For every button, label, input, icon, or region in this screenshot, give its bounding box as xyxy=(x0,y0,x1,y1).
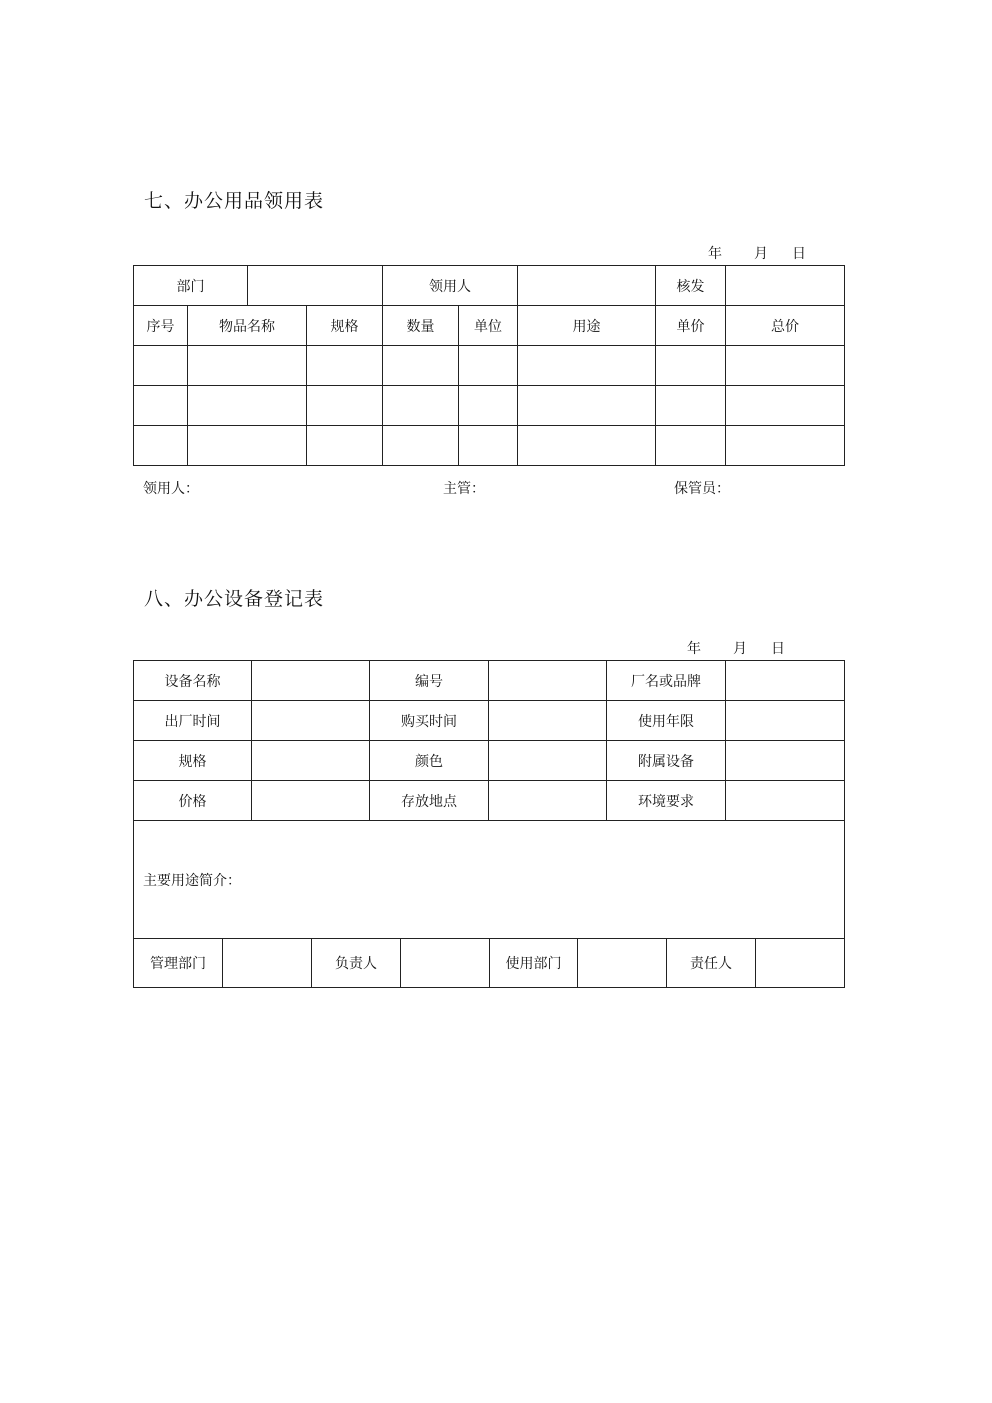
label-environment: 环境要求 xyxy=(607,781,726,821)
date-month: 月 xyxy=(733,641,747,657)
label-department: 部门 xyxy=(134,266,248,306)
cell[interactable] xyxy=(726,426,845,466)
cell[interactable] xyxy=(656,346,726,386)
accessories-field[interactable] xyxy=(726,741,845,781)
office-equipment-table xyxy=(133,660,845,988)
col-header-quantity: 数量 xyxy=(383,306,459,346)
cell[interactable] xyxy=(726,386,845,426)
service-life-field[interactable] xyxy=(726,701,845,741)
label-service-life: 使用年限 xyxy=(607,701,726,741)
color-field[interactable] xyxy=(489,741,607,781)
manufacture-date-field[interactable] xyxy=(252,701,370,741)
using-dept-field[interactable] xyxy=(578,939,667,987)
col-header-index: 序号 xyxy=(134,306,188,346)
col-header-purpose: 用途 xyxy=(518,306,656,346)
cell[interactable] xyxy=(459,346,518,386)
form2-title: 八、办公设备登记表 xyxy=(144,588,325,610)
col-header-item-name: 物品名称 xyxy=(188,306,307,346)
cell[interactable] xyxy=(307,346,383,386)
responsible-person-field[interactable] xyxy=(756,939,844,987)
cell[interactable] xyxy=(134,346,188,386)
cell[interactable] xyxy=(188,426,307,466)
usage-intro-label: 主要用途简介： xyxy=(143,872,241,889)
date-day: 日 xyxy=(792,246,806,262)
label-serial-number: 编号 xyxy=(370,661,489,701)
cell[interactable] xyxy=(656,386,726,426)
date-year: 年 xyxy=(708,246,722,262)
date-day: 日 xyxy=(771,641,785,657)
cell[interactable] xyxy=(459,426,518,466)
form1-title: 七、办公用品领用表 xyxy=(144,190,325,212)
cell[interactable] xyxy=(383,346,459,386)
manufacturer-field[interactable] xyxy=(726,661,845,701)
label-spec: 规格 xyxy=(134,741,252,781)
label-person-in-charge: 负责人 xyxy=(312,939,401,987)
label-recipient: 领用人 xyxy=(383,266,518,306)
equipment-name-field[interactable] xyxy=(252,661,370,701)
label-responsible-person: 责任人 xyxy=(667,939,756,987)
spec-field[interactable] xyxy=(252,741,370,781)
recipient-field[interactable] xyxy=(518,266,656,306)
label-manufacture-date: 出厂时间 xyxy=(134,701,252,741)
col-header-unit: 单位 xyxy=(459,306,518,346)
table-row xyxy=(134,346,845,386)
label-accessories: 附属设备 xyxy=(607,741,726,781)
cell[interactable] xyxy=(726,346,845,386)
cell[interactable] xyxy=(383,386,459,426)
label-using-dept: 使用部门 xyxy=(490,939,578,987)
col-header-spec: 规格 xyxy=(307,306,383,346)
cell[interactable] xyxy=(383,426,459,466)
date-year: 年 xyxy=(687,641,701,657)
cell[interactable] xyxy=(518,426,656,466)
table-row xyxy=(134,386,845,426)
storage-location-field[interactable] xyxy=(489,781,607,821)
signature-recipient: 领用人： xyxy=(143,481,199,497)
department-field[interactable] xyxy=(248,266,383,306)
price-field[interactable] xyxy=(252,781,370,821)
label-storage-location: 存放地点 xyxy=(370,781,489,821)
label-managing-dept: 管理部门 xyxy=(134,939,223,987)
managing-dept-field[interactable] xyxy=(223,939,312,987)
cell[interactable] xyxy=(188,386,307,426)
signature-supervisor: 主管： xyxy=(443,481,485,497)
cell[interactable] xyxy=(307,426,383,466)
signature-keeper: 保管员： xyxy=(674,481,730,497)
label-equipment-name: 设备名称 xyxy=(134,661,252,701)
label-approve: 核发 xyxy=(656,266,726,306)
col-header-total-price: 总价 xyxy=(726,306,845,346)
label-manufacturer: 厂名或品牌 xyxy=(607,661,726,701)
approve-field[interactable] xyxy=(726,266,845,306)
cell[interactable] xyxy=(518,386,656,426)
cell[interactable] xyxy=(134,386,188,426)
purchase-date-field[interactable] xyxy=(489,701,607,741)
usage-intro-field[interactable] xyxy=(134,821,845,939)
environment-field[interactable] xyxy=(726,781,845,821)
cell[interactable] xyxy=(134,426,188,466)
cell[interactable] xyxy=(459,386,518,426)
label-price: 价格 xyxy=(134,781,252,821)
cell[interactable] xyxy=(307,386,383,426)
person-in-charge-field[interactable] xyxy=(401,939,490,987)
label-purchase-date: 购买时间 xyxy=(370,701,489,741)
col-header-unit-price: 单价 xyxy=(656,306,726,346)
office-supplies-table xyxy=(133,265,845,466)
cell[interactable] xyxy=(656,426,726,466)
table-row xyxy=(134,426,845,466)
cell[interactable] xyxy=(188,346,307,386)
label-color: 颜色 xyxy=(370,741,489,781)
date-month: 月 xyxy=(754,246,768,262)
cell[interactable] xyxy=(518,346,656,386)
serial-number-field[interactable] xyxy=(489,661,607,701)
